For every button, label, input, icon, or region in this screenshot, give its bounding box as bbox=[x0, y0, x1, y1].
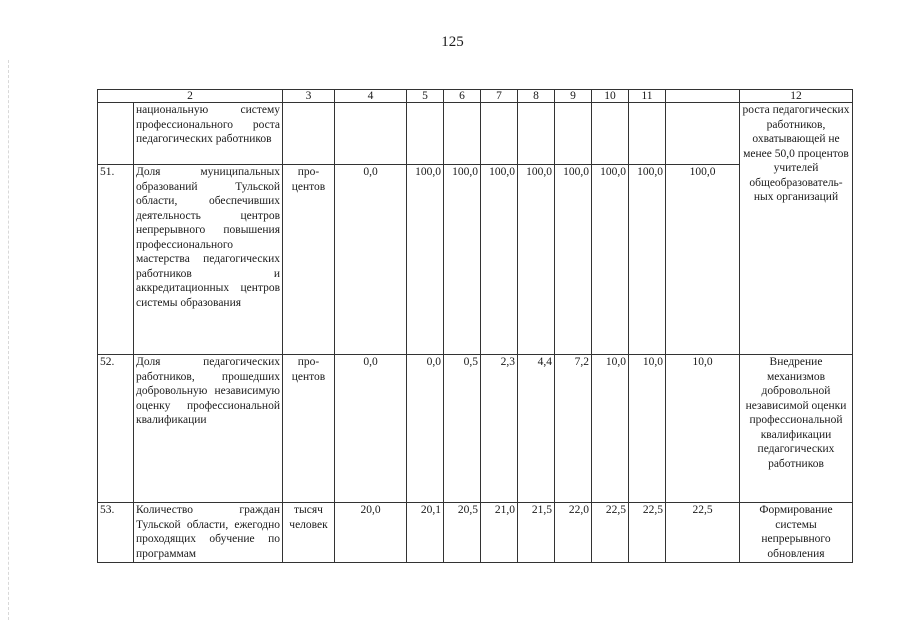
value-cell: 100,0 bbox=[555, 165, 592, 355]
value-cell bbox=[629, 103, 666, 165]
row-number: 51. bbox=[98, 165, 134, 355]
header-cell: 5 bbox=[407, 90, 444, 103]
indicator-description: национальную систему профессионального роста педагогических работников bbox=[134, 103, 283, 165]
value-cell: 100,0 bbox=[444, 165, 481, 355]
value-cell: 0,0 bbox=[407, 355, 444, 503]
value-cell: 0,0 bbox=[335, 355, 407, 503]
value-cell: 22,5 bbox=[629, 503, 666, 563]
value-cell bbox=[555, 103, 592, 165]
value-cell: 100,0 bbox=[592, 165, 629, 355]
value-cell bbox=[592, 103, 629, 165]
page-number: 125 bbox=[441, 34, 464, 50]
value-cell bbox=[481, 103, 518, 165]
unit-cell: про-центов bbox=[283, 355, 335, 503]
table-row bbox=[98, 165, 853, 355]
table-row bbox=[98, 355, 853, 503]
scan-margin-marks bbox=[8, 60, 11, 620]
value-cell: 21,0 bbox=[481, 503, 518, 563]
note-cell: Внедрение механизмов добровольной независимой оценки профессиональной квалификации педагогических работников bbox=[740, 355, 853, 503]
note-cell: Формирование системы непрерывного обновления bbox=[740, 503, 853, 563]
note-cell: роста педагогических работников, охватывающей не менее 50,0 процентов учителей общеобразователь-ных организаций bbox=[740, 103, 853, 355]
value-cell bbox=[335, 103, 407, 165]
indicator-description: Доля педагогических работников, прошедших добровольную независимую оценку профессиональной квалификации bbox=[134, 355, 283, 503]
unit-cell: тысяч человек bbox=[283, 503, 335, 563]
row-number: 53. bbox=[98, 503, 134, 563]
value-cell: 4,4 bbox=[518, 355, 555, 503]
value-cell: 0,0 bbox=[335, 165, 407, 355]
value-cell: 10,0 bbox=[629, 355, 666, 503]
header-cell: 2 bbox=[98, 90, 283, 103]
value-cell: 2,3 bbox=[481, 355, 518, 503]
value-cell: 100,0 bbox=[407, 165, 444, 355]
value-cell: 0,5 bbox=[444, 355, 481, 503]
indicators-table bbox=[97, 89, 853, 563]
indicator-description: Количество граждан Тульской области, ежегодно проходящих обучение по программам bbox=[134, 503, 283, 563]
row-number bbox=[98, 103, 134, 165]
value-cell: 21,5 bbox=[518, 503, 555, 563]
value-cell: 100,0 bbox=[629, 165, 666, 355]
value-cell: 20,1 bbox=[407, 503, 444, 563]
value-cell: 20,5 bbox=[444, 503, 481, 563]
header-cell: 10 bbox=[592, 90, 629, 103]
header-cell: 7 bbox=[481, 90, 518, 103]
value-cell: 100,0 bbox=[481, 165, 518, 355]
unit-cell bbox=[283, 103, 335, 165]
indicator-description: Доля муниципальных образований Тульской области, обеспечивших деятельность центров непрерывного повышения профессионального мастерства педагогических работников и аккредитационных центров системы образования bbox=[134, 165, 283, 355]
value-cell bbox=[407, 103, 444, 165]
header-cell: 8 bbox=[518, 90, 555, 103]
row-number: 52. bbox=[98, 355, 134, 503]
value-cell: 22,5 bbox=[592, 503, 629, 563]
header-cell: 6 bbox=[444, 90, 481, 103]
value-cell: 100,0 bbox=[666, 165, 740, 355]
header-cell: 12 bbox=[740, 90, 853, 103]
header-cell: 11 bbox=[629, 90, 666, 103]
value-cell: 7,2 bbox=[555, 355, 592, 503]
value-cell: 10,0 bbox=[592, 355, 629, 503]
value-cell: 20,0 bbox=[335, 503, 407, 563]
table-row bbox=[98, 103, 853, 165]
header-cell: 9 bbox=[555, 90, 592, 103]
table-row bbox=[98, 503, 853, 563]
header-cell bbox=[666, 90, 740, 103]
value-cell bbox=[444, 103, 481, 165]
value-cell: 10,0 bbox=[666, 355, 740, 503]
table-header-row bbox=[98, 90, 853, 103]
unit-cell: про-центов bbox=[283, 165, 335, 355]
value-cell bbox=[666, 103, 740, 165]
value-cell: 100,0 bbox=[518, 165, 555, 355]
header-cell: 4 bbox=[335, 90, 407, 103]
value-cell: 22,5 bbox=[666, 503, 740, 563]
header-cell: 3 bbox=[283, 90, 335, 103]
value-cell: 22,0 bbox=[555, 503, 592, 563]
value-cell bbox=[518, 103, 555, 165]
